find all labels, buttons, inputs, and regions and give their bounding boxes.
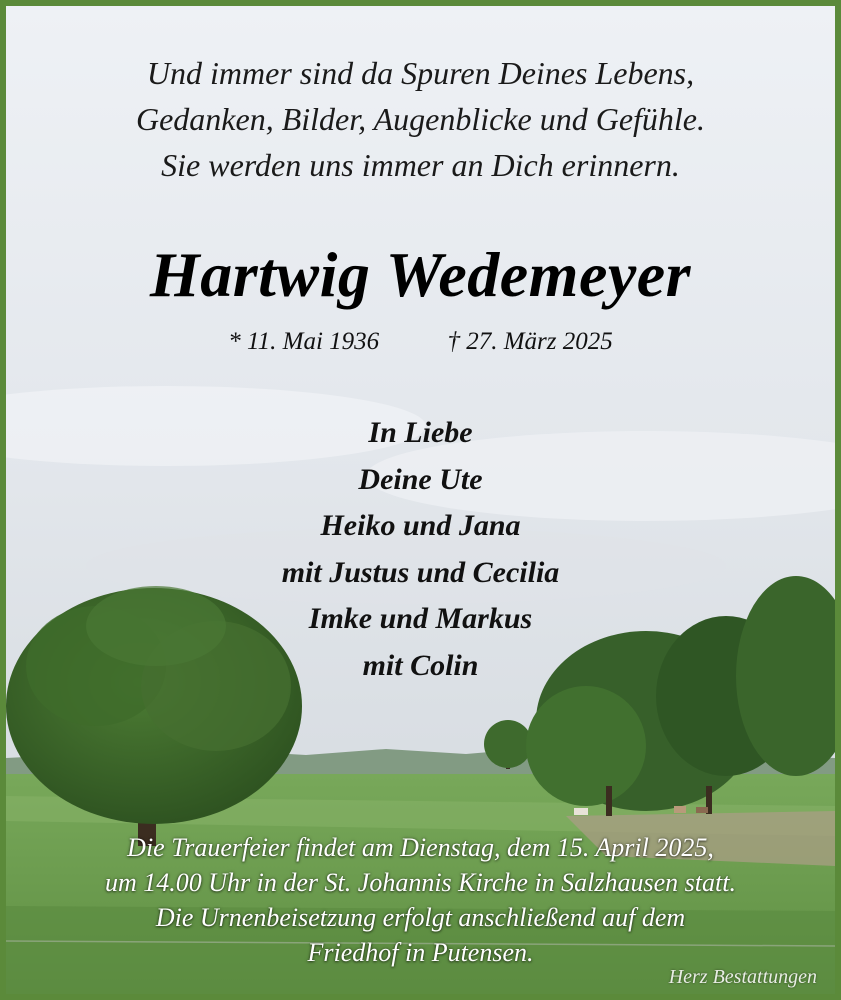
mourner-line: mit Justus und Cecilia: [281, 555, 560, 589]
memorial-verse: [6, 50, 835, 188]
deceased-name: Hartwig Wedemeyer: [149, 239, 692, 310]
death-date: † 27. März 2025: [447, 328, 613, 355]
funeral-service-notice: [6, 830, 835, 970]
mourner-line: In Liebe: [368, 416, 473, 449]
notice-line: um 14.00 Uhr in der St. Johannis Kirche in Salzhausen statt.: [105, 868, 736, 897]
mourner-line: Deine Ute: [358, 462, 483, 496]
small-tree: [484, 720, 532, 768]
mourner-line: mit Colin: [362, 648, 479, 682]
birth-date: * 11. Mai 1936: [228, 328, 380, 355]
notice-line: Die Urnenbeisetzung erfolgt anschließend auf dem: [155, 903, 686, 932]
life-dates: [6, 328, 835, 356]
notice-line: Die Trauerfeier findet am Dienstag, dem 15. April 2025,: [127, 833, 714, 862]
verse-line: Sie werden uns immer an Dich erinnern.: [161, 147, 680, 183]
mourner-line: Imke und Markus: [308, 602, 533, 635]
verse-line: Und immer sind da Spuren Deines Lebens,: [146, 55, 695, 91]
verse-line: Gedanken, Bilder, Augenblicke und Gefühle.: [135, 101, 705, 137]
notice-line: Friedhof in Putensen.: [307, 938, 534, 967]
mourner-line: Heiko und Jana: [320, 509, 521, 542]
funeral-home-signature: Herz Bestattungen: [668, 966, 817, 988]
mourners-list: [6, 410, 835, 689]
